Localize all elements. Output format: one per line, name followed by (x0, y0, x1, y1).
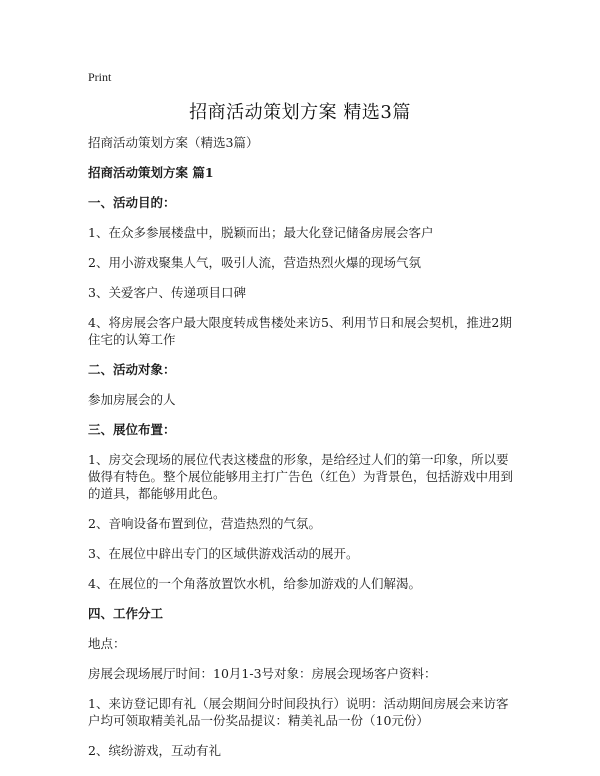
list-item: 4、将房展会客户最大限度转成售楼处来访5、利用节日和展会契机，推进2期住宅的认筹工作 (88, 315, 512, 347)
print-label: Print (88, 70, 112, 84)
list-item: 地点： (88, 636, 126, 651)
document-title: 招商活动策划方案 精选3篇 (189, 102, 411, 123)
list-item: 房展会现场展厅时间：10月1-3号对象：房展会现场客户资料： (88, 666, 437, 681)
section-heading-audience: 二、活动对象： (88, 362, 176, 377)
section-heading-purpose: 一、活动目的： (88, 195, 176, 210)
list-item: 2、音响设备布置到位，营造热烈的气氛。 (88, 516, 321, 531)
list-item: 1、在众多参展楼盘中，脱颖而出；最大化登记储备房展会客户 (88, 225, 434, 240)
section-heading-tasks: 四、工作分工 (88, 606, 164, 621)
list-item: 1、房交会现场的展位代表这楼盘的形象，是给经过人们的第一印象，所以要做得有特色。整个展位能够用主打广告色（红色）为背景色，包括游戏中用到的道具，都能够用此色。 (88, 452, 514, 501)
document-subtitle: 招商活动策划方案（精选3篇） (88, 135, 259, 150)
list-item: 2、缤纷游戏，互动有礼 (88, 743, 221, 758)
section-heading-booth: 三、展位布置： (88, 422, 176, 437)
part-heading: 招商活动策划方案 篇1 (88, 165, 214, 180)
list-item: 3、在展位中辟出专门的区域供游戏活动的展开。 (88, 546, 359, 561)
document-body (88, 134, 520, 772)
list-item: 2、用小游戏聚集人气，吸引人流，营造热烈火爆的现场气氛 (88, 255, 421, 270)
list-item: 1、来访登记即有礼（展会期间分时间段执行）说明：活动期间房展会来访客户均可领取精美礼品一份奖品提议：精美礼品一份（10元份） (88, 696, 509, 728)
list-item: 3、关爱客户、传递项目口碑 (88, 285, 246, 300)
section-text: 参加房展会的人 (88, 392, 176, 407)
list-item: 4、在展位的一个角落放置饮水机，给参加游戏的人们解渴。 (88, 576, 421, 591)
